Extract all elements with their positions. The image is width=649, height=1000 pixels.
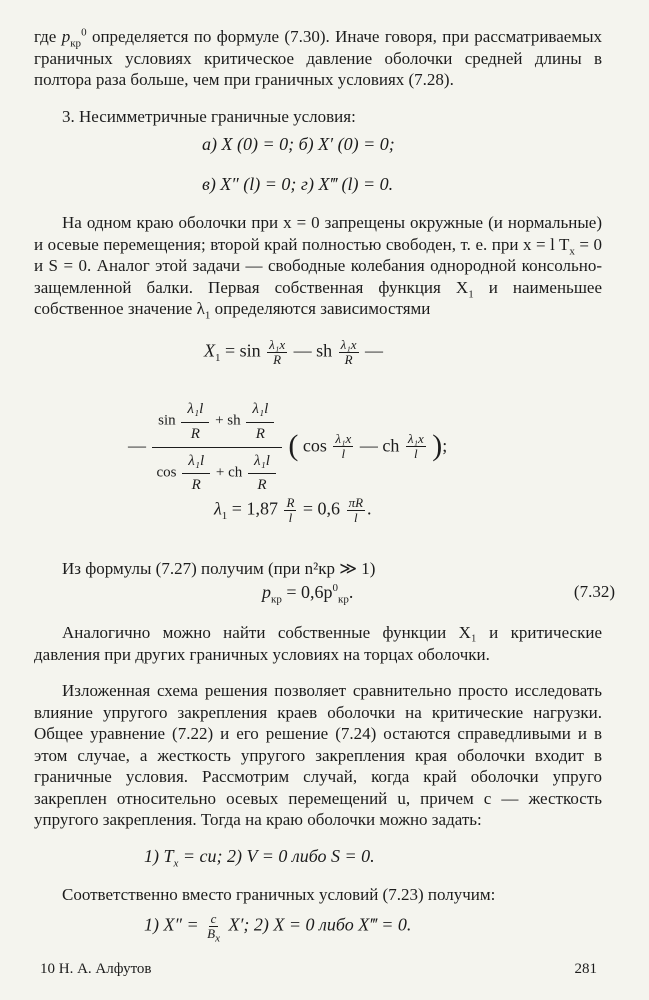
equation-modified-conditions: 1) X″ = $\frac{c}{B_x}$ X′; 2) X = 0 либо X‴ = 0. [144,911,412,945]
equation-elastic-conditions: 1) $T_x$ = cu; 2) V = 0 либо S = 0. [144,846,375,870]
paragraph-correspondingly: Соответственно вместо граничных условий (7.23) получим: [62,885,496,904]
paragraph-analogous: Аналогично можно найти собственные функции X₁ и критические давления при других граничных условиях на торцах оболочки. [34,623,602,664]
equation-eigenfunction-line2: — sin $\frac{\text{λ₁l}}{R}$ + sh $\frac{\text{λ₁l}}{R}$ cos $\frac{\text{λ₁l}}{R}$ + ch $\frac{\text{λ₁l}}{R}$ ( cos $\frac{\text{λ₁x}}{l}$ — ch $\frac{\text{λ₁x}}{l}$ ); [128,398,447,494]
paragraph-intro: где $p_{кр}^0$ определяется по формуле (7.30). Иначе говоря, при рассматриваемых граничных условиях критическое давление оболочки средней длины в полтора раза больше, чем при граничных условиях (7.28). [34,26,602,89]
paragraph-cantilever: На одном краю оболочки при x = 0 запрещены окружные (и нормальные) и осевые перемещения; второй край полностью свободен, т. е. при x = l $T_x = 0$ и S = 0. Аналог этой задачи — свободные колебания однородной консольно-защемленной балки. Первая собственная функция $X_1$ и наименьшее собственное значение $\lambda_1$ определяются зависимостями [34,213,603,322]
paragraph-from-formula: Из формулы (7.27) получим (при n²кр ≫ 1) [62,559,376,578]
item-3-heading: 3. Несимметричные граничные условия: [62,107,356,126]
page-number: 281 [574,961,597,977]
paragraph-elastic-support: Изложенная схема решения позволяет сравнительно просто исследовать влияние упругого закрепления краев оболочки на критические нагрузки. Общее уравнение (7.22) и его решение (7.24) остаются справедливыми и в этом случае, а жесткость упругого закрепления края оболочки входит в граничные условия. Рассмотрим случай, когда край оболочки упруго закреплен относительно осевых перемещений u, причем c — жесткость упругого закрепления. Тогда на краю оболочки можно задать: [34,681,602,829]
boundary-conditions-ab: а) X (0) = 0; б) X′ (0) = 0; [202,134,395,154]
boundary-conditions-vg: в) X″ (l) = 0; г) X‴ (l) = 0. [202,174,394,194]
equation-eigenvalue: $\lambda_1 = 1,87$ $\frac{R}{l}$ = 0,6 $\frac{\pi R}{l}$ . [214,495,372,525]
equation-number: (7.32) [573,582,615,601]
equation-7-32: $p_{кр} = 0,6p^0_{кр}$. [262,582,354,606]
equation-eigenfunction-line1: $X_1 = \sin$ $\frac{\text{λ₁x}}{R}$ — sh $\frac{\text{λ₁x}}{R}$ — [204,337,384,367]
footer-signature: 10 Н. А. Алфутов [40,961,152,977]
